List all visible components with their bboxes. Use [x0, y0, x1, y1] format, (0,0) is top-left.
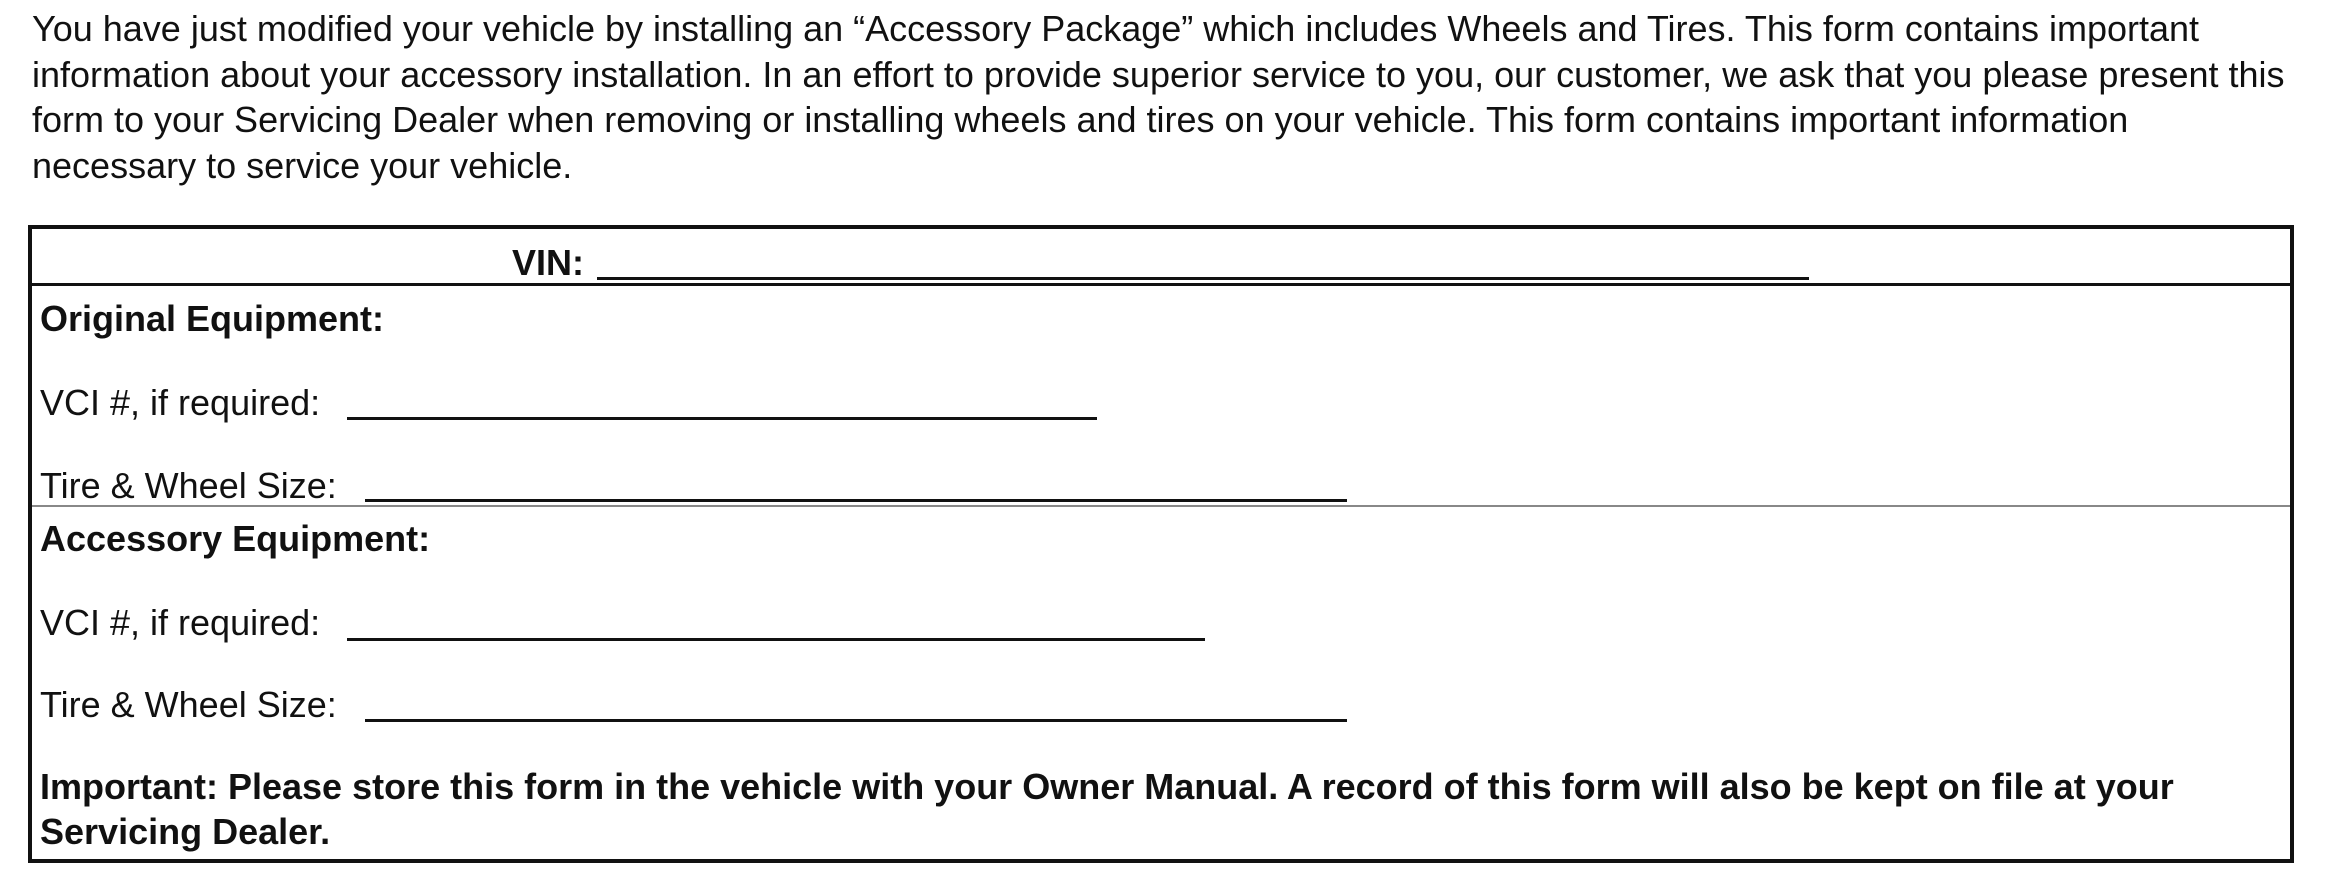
original-vci-label: VCI #, if required: [40, 382, 321, 423]
original-equipment-heading: Original Equipment: [40, 298, 385, 339]
original-size-label: Tire & Wheel Size: [40, 465, 337, 506]
original-size-field[interactable] [365, 499, 1347, 502]
vin-row-divider [32, 283, 2290, 286]
important-note: Important: Please store this form in the vehicle with your Owner Manual. A record of this form will also be kept on file at your Servicing Dealer. [40, 766, 2174, 852]
section-divider [32, 505, 2290, 507]
accessory-equipment-heading: Accessory Equipment: [40, 518, 431, 559]
accessory-vci-field[interactable] [347, 638, 1205, 641]
accessory-size-field[interactable] [365, 719, 1347, 722]
vin-label: VIN: [512, 242, 584, 283]
original-vci-field[interactable] [347, 417, 1097, 420]
vin-field[interactable] [597, 277, 1809, 280]
accessory-size-label: Tire & Wheel Size: [40, 684, 337, 725]
accessory-installation-form [28, 225, 2294, 863]
intro-paragraph: You have just modified your vehicle by installing an “Accessory Package” which includes Wheels and Tires. This form contains important information about your accessory installation. In an effort to provide superior service to you, our customer, we ask that you please present this form to your Servicing Dealer when removing or installing wheels and tires on your vehicle. This form contains important information necessary to service your vehicle. [32, 8, 2285, 186]
accessory-vci-label: VCI #, if required: [40, 602, 321, 643]
